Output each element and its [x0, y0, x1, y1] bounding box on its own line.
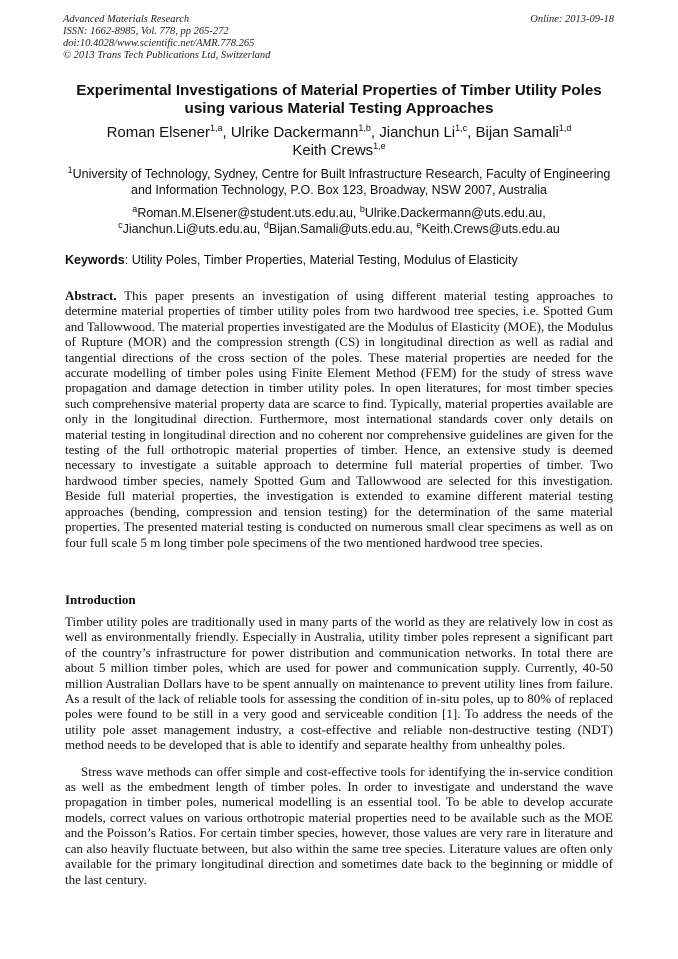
issn-line: ISSN: 1662-8985, Vol. 778, pp 265-272 — [63, 26, 229, 37]
affiliation — [40, 166, 638, 198]
introduction-body — [65, 614, 613, 887]
affiliation-sup: 1 — [67, 164, 73, 175]
author-name: Bijan Samali — [475, 124, 559, 141]
paper-title — [40, 82, 638, 118]
keywords-label: Keywords — [65, 253, 125, 267]
section-heading-introduction: Introduction — [65, 592, 136, 607]
abstract — [65, 288, 613, 550]
email-list — [40, 205, 638, 237]
journal-header — [63, 14, 270, 62]
online-date: Online: 2013-09-18 — [530, 14, 614, 25]
author-list: Roman Elsener$^{1,a}$, Ulrike Dackermann$^{1,b}$, Jianchun Li$^{1,c}$, Bijan Samali$^{1,d}$ Keith Crews$^{1,e}$ — [106, 123, 572, 159]
copyright-line: © 2013 Trans Tech Publications Ltd, Switzerland — [63, 50, 271, 61]
author-sup: 1,b — [358, 123, 371, 133]
title-line-1: Experimental Investigations of Material Properties of Timber Utility Poles — [76, 82, 602, 99]
author-name: Keith Crews — [292, 142, 374, 159]
title-line-2: using various Material Testing Approaches — [184, 100, 494, 117]
author-name: Ulrike Dackermann — [230, 124, 359, 141]
email-sup: d — [263, 219, 269, 230]
affiliation-line-1: University of Technology, Sydney, Centre for Built Infrastructure Research, Faculty of Engineering — [72, 167, 611, 181]
author-sup: 1,a — [209, 123, 223, 133]
email-sup: e — [416, 219, 422, 230]
email-sup: b — [359, 203, 365, 214]
author-sup: 1,d — [558, 123, 572, 133]
author-sup: 1,c — [455, 123, 468, 133]
journal-name: Advanced Materials Research — [63, 14, 190, 25]
abstract-label: Abstract. — [65, 288, 117, 303]
affiliation-line-2: and Information Technology, P.O. Box 123, Broadway, NSW 2007, Australia — [131, 183, 547, 197]
paragraph: Stress wave methods can offer simple and cost-effective tools for identifying the in-service condition as well as the embedment length of timber poles. In order to investigate and understand the wave propagation in timber poles, numerical modelling is an essential tool. To be able to develop accurate models, correct values on various orthotropic material properties need to be available such as the MOE and the Poisson’s Ratios. For certain timber species, however, those values are very rare in literature and can also heavily fluctuate between, but also within the same tree species. Literature values are often only available for the primary longitudinal direction and sometimes date back to the beginning or middle of the last century. — [65, 763, 613, 887]
email-address: Roman.M.Elsener@student.uts.edu.au, — [137, 206, 357, 220]
author-name: Roman Elsener — [106, 124, 210, 141]
author-name: Jianchun Li — [379, 124, 456, 141]
paragraph: Timber utility poles are traditionally used in many parts of the world as they are relatively low in cost as well as environmentally friendly. Especially in Australia, utility timber poles represent a significant part of the country’s infrastructure for power distribution and communication networks. In total there are about 5 million timber poles, which are used for power and communication supply. Currently, 40-50 million Australian Dollars have to be spent annually on maintenance to prevent utility lines from failure. As a result of the lack of reliable tools for assessing the condition of in-situ poles, up to 80% of replaced poles were found to be still in a very good and serviceable condition [1]. To address the needs of the utility pole asset management industry, a cost-effective and reliable non-destructive testing (NDT) method needs to be developed that is able to identify and separate healthy from unhealthy poles. — [65, 614, 613, 753]
keywords-text: : Utility Poles, Timber Properties, Material Testing, Modulus of Elasticity — [124, 253, 518, 267]
doi-line: doi:10.4028/www.scientific.net/AMR.778.265 — [63, 38, 255, 49]
keywords — [65, 252, 625, 268]
author-sup: 1,e — [373, 141, 386, 151]
abstract-text: This paper presents an investigation of using different material testing approaches to determine material properties of timber utility poles from two hardwood tree species, i.e. Spotted Gum and Tallowwood. The material properties investigated are the Modulus of Elasticity (MOE), the Modulus of Rupture (MOR) and the compression strength (CS) in longitudinal direction as well as radial and tangential directions of the cross section of the poles. These material properties are needed for the accurate modelling of timber poles using Finite Element Method (FEM) for the study of stress wave propagation and damage detection in timber utility poles. In open literatures, for most timber species such comprehensive material property data are scarce to find. Typically, material properties available are only in the longitudinal direction. Furthermore, most international standards cover only details on material testing in longitudinal direction and no coherent nor comprehensive guidelines are given for the testing of the full orthotropic material properties of timber. Hence, an extensive study is deemed necessary to investigate a suitable approach to determine full material properties of timber. Two hardwood timber species, namely Spotted Gum and Tallowwood are selected for this investigation. Beside full material properties, the investigation is extended to examine different material testing approaches (bending, compression and tension testing) for the determination of the same material properties. The presented material testing is conducted on numerous small clear specimens as well as on four full scale 5 m long timber pole specimens of the two mentioned hardwood tree species. — [65, 288, 613, 550]
email-address: Keith.Crews@uts.edu.au — [421, 222, 560, 236]
email-address: Jianchun.Li@uts.edu.au, — [122, 222, 261, 236]
email-sup: a — [132, 203, 138, 214]
email-address: Bijan.Samali@uts.edu.au, — [268, 222, 413, 236]
email-address: Ulrike.Dackermann@uts.edu.au, — [364, 206, 546, 220]
email-sup: c — [118, 219, 123, 230]
